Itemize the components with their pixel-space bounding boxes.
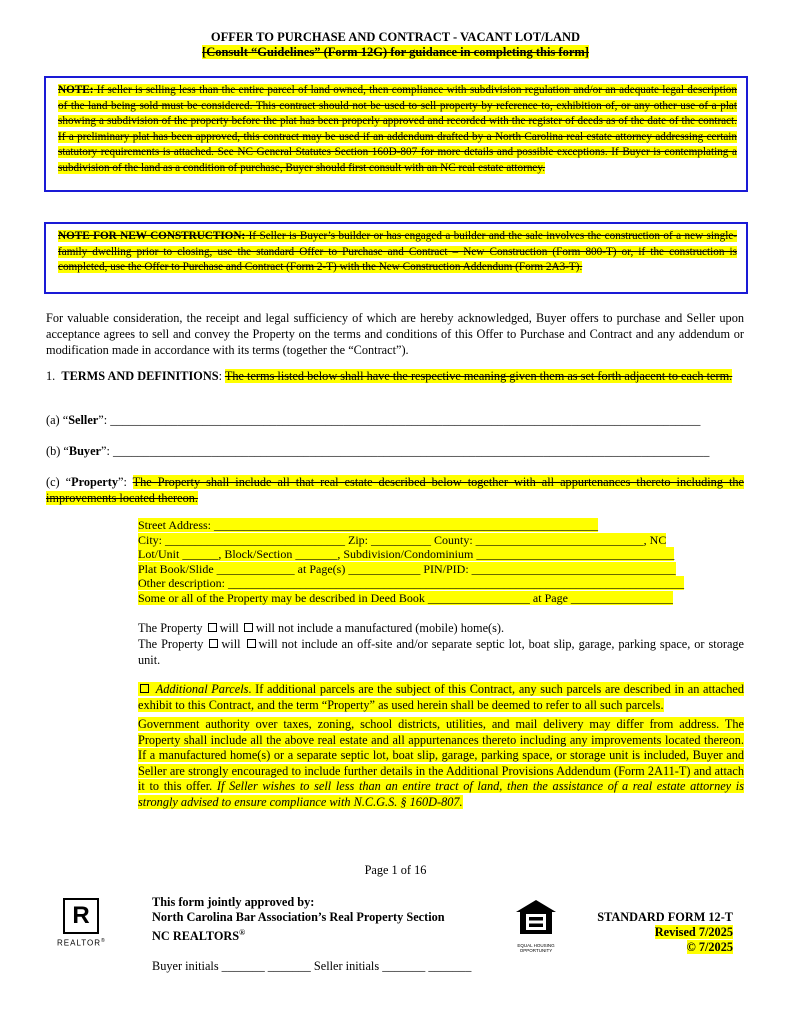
street-address-line[interactable]: Street Address: ________________________________________________________________ [138, 518, 598, 532]
manufactured-will-not: will not include a manufactured (mobile) home(s). [255, 621, 505, 635]
section-colon: : [218, 369, 225, 383]
note-text [58, 83, 737, 177]
buyer-blank[interactable]: _________________________________________________________________________________________________ [112, 444, 710, 458]
property-address-block[interactable] [138, 518, 732, 606]
equal-housing-logo [514, 898, 558, 956]
form-identifier [597, 910, 733, 955]
realtor-r-icon: R [63, 898, 99, 934]
note-label: NOTE: [58, 84, 94, 96]
government-italic-text: If Seller wishes to sell less than an entire tract of land, then the assistance of a real estate attorney is strongly advised to ensure compliance with N.C.G.S. § 160D-807. [138, 779, 744, 809]
section-text: The terms listed below shall have the respective meaning given them as set forth adjacent to each term. [224, 369, 733, 383]
approval-block [152, 895, 445, 944]
intro-paragraph: For valuable consideration, the receipt and legal sufficiency of which are hereby acknowledged, Buyer offers to purchase and Seller upon acceptance agrees to sell and convey the Property on the terms and conditions of this Offer to Purchase and Contract and any addendum or modification made in accordance with its terms (together the “Contract”). [46, 311, 744, 357]
property-text: The Property shall include all that real estate described below together with all appurtenances thereto including the improvements located thereon. [46, 475, 744, 505]
approval-line-3: NC REALTORS® [152, 928, 246, 944]
offsite-will: will [221, 637, 241, 651]
property-definition [46, 474, 744, 506]
government-text: Government authority over taxes, zoning, school districts, utilities, and mail delivery may differ from address. The Property shall include all the above real estate and all appurtenances thereto including any improvements located thereon. If a manufactured home(s) or a separate septic lot, boat slip, garage, parking space, or storage unit is included, Buyer and Seller are strongly encouraged to include further details in the Additional Provisions Addendum (Form 2A11-T) and attach it to this offer. [138, 717, 744, 793]
section-terms-definitions [46, 368, 744, 384]
subtitle-text: [Consult “Guidelines” (Form 12G) for guidance in completing this form] [202, 45, 589, 59]
offsite-option [138, 637, 744, 668]
manufactured-will: will [219, 621, 239, 635]
section-number: 1. [46, 369, 56, 383]
property-label: Property [71, 475, 118, 489]
realtor-logo [55, 896, 110, 956]
buyer-prefix: (b) “ [46, 444, 69, 458]
offsite-will-not: will not include an off-site and/or separate septic lot, boat slip, garage, parking space, or storage unit. [138, 637, 745, 667]
equal-housing-icon [514, 898, 558, 938]
form-subtitle [0, 45, 791, 60]
will-include-offsite-checkbox[interactable] [209, 639, 218, 648]
form-name: STANDARD FORM 12-T [597, 910, 733, 924]
other-description-line[interactable]: Other description: ____________________________________________________________________________ [138, 576, 684, 591]
new-construction-note-label: NOTE FOR NEW CONSTRUCTION: [58, 230, 246, 242]
page-number: Page 1 of 16 [364, 863, 427, 877]
manufactured-start: The Property [138, 621, 203, 635]
initials-line[interactable]: Buyer initials _______ _______ Seller initials _______ _______ [152, 959, 472, 973]
additional-parcels-label: Additional Parcels [155, 682, 249, 696]
lot-block-subdivision-line[interactable]: Lot/Unit ______, Block/Section _______, Subdivision/Condominium _________________________________ [138, 547, 675, 562]
seller-field[interactable] [46, 413, 700, 428]
buyer-field[interactable] [46, 444, 709, 459]
will-not-include-offsite-checkbox[interactable] [247, 639, 256, 648]
approval-line-1: This form jointly approved by: [152, 895, 315, 909]
property-suffix: ”: [118, 475, 133, 489]
offsite-start: The Property [138, 637, 204, 651]
equal-housing-text: EQUAL HOUSING OPPORTUNITY [517, 943, 555, 953]
new-construction-note-body: If Seller is Buyer’s builder or has engaged a builder and the sale involves the construction of a new single-family dwelling prior to closing, use the standard Offer to Purchase and Contract – New Construction (Form 800-T) or, if the construction is completed, use the Offer to Purchase and Contract (Form 2-T) with the New Construction Addendum (Form 2A3-T). [58, 230, 738, 274]
section-heading: TERMS AND DEFINITIONS [61, 369, 219, 383]
new-construction-note-text [58, 229, 737, 276]
deed-book-line[interactable]: Some or all of the Property may be described in Deed Book _________________ at Page _________________ [138, 590, 673, 605]
seller-label: Seller [68, 413, 99, 427]
revised-date: Revised 7/2025 [654, 925, 733, 939]
approval-line-2: North Carolina Bar Association’s Real Property Section [152, 910, 445, 924]
note-body: If seller is selling less than the entire parcel of land owned, then compliance with subdivision regulation and/or an adequate legal description of the land being sold must be considered. This contract should not be used to sell property by reference to, exhibition of, or any other use of a plat showing a subdivision of the property before the plat has been properly approved and recorded with the register of deeds as of the date of the contract. If a preliminary plat has been approved, this contract may be used if an addendum drafted by a North Carolina real estate attorney addressing certain statutory requirements is attached. See NC General Statutes Section 160D-807 for more details and possible exceptions. If Buyer is contemplating a subdivision of the land as a condition of purchase, Buyer should first consult with an NC real estate attorney. [58, 84, 737, 174]
additional-parcels-text: . If additional parcels are the subject of this Contract, any such parcels are described in an attached exhibit to this Contract, and the term “Property” as used herein shall be deemed to refer to all such parcels. [138, 682, 744, 712]
plat-book-pin-line[interactable]: Plat Book/Slide _____________ at Page(s) ____________ PIN/PID: __________________________________ [138, 561, 676, 576]
note-box [44, 76, 748, 192]
buyer-label: Buyer [68, 444, 101, 458]
additional-parcels-checkbox[interactable] [140, 684, 149, 693]
will-not-include-manufactured-checkbox[interactable] [244, 623, 253, 632]
will-include-manufactured-checkbox[interactable] [208, 623, 217, 632]
additional-parcels [138, 682, 744, 713]
seller-blank[interactable]: ________________________________________________________________________________________________ [110, 413, 701, 427]
property-prefix: (c) “ [46, 475, 72, 489]
buyer-suffix: ”: [100, 444, 113, 458]
new-construction-note-box [44, 222, 748, 294]
seller-prefix: (a) “ [46, 413, 69, 427]
government-authority-paragraph [138, 717, 744, 810]
realtor-logo-text: REALTOR® [57, 938, 106, 948]
form-title: OFFER TO PURCHASE AND CONTRACT - VACANT LOT/LAND [210, 30, 581, 44]
manufactured-home-option [138, 621, 744, 637]
copyright: © 7/2025 [686, 940, 733, 954]
seller-suffix: ”: [98, 413, 111, 427]
city-zip-county-line[interactable]: City: ______________________________ Zip: __________ County: ____________________________, NC [138, 532, 667, 547]
